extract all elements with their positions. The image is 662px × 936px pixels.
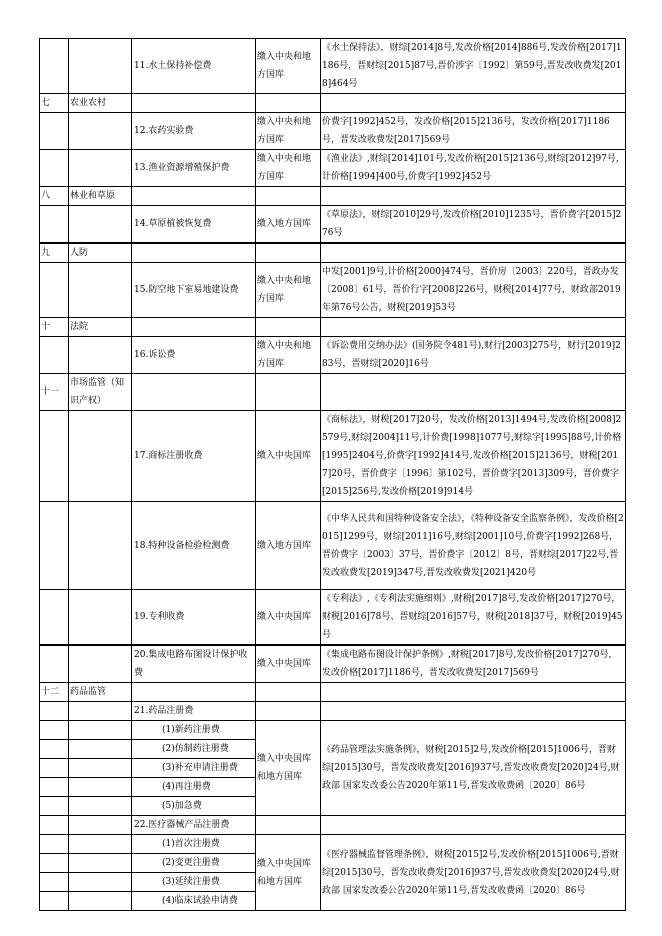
section-number: 九 (40, 243, 69, 263)
fee-item: 14.草原植被恢复费 (132, 206, 256, 244)
section-name: 人防 (69, 243, 132, 263)
fee-sub-item: (3)延续注册费 (132, 873, 256, 892)
fee-destination: 缴入中央国库 (256, 645, 321, 683)
fee-sub-item: (1)新药注册费 (132, 721, 256, 740)
fee-destination: 缴入地方国库 (256, 206, 321, 244)
fee-item: 20.集成电路布图设计保护收费 (132, 645, 256, 683)
fee-destination: 缴入地方国库 (256, 502, 321, 590)
fee-destination: 缴入中央和地方国库 (256, 337, 321, 374)
section-row (40, 374, 626, 411)
fee-table (39, 38, 626, 911)
section-row (40, 318, 626, 337)
fee-item: 18.特种设备检验检测费 (132, 502, 256, 590)
fee-sub-item: (4)再注册费 (132, 778, 256, 797)
section-name: 市场监管（知识产权） (69, 374, 132, 411)
fee-item: 16.诉讼费 (132, 337, 256, 374)
table-row (40, 206, 626, 244)
table-row (40, 411, 626, 502)
section-row (40, 94, 626, 113)
section-name: 农业农村 (69, 94, 132, 113)
fee-sub-item: (2)仿制药注册费 (132, 740, 256, 759)
fee-sub-item: (3)补充申请注册费 (132, 759, 256, 778)
fee-basis: 《草原法》，财综[2010]29号,发改价格[2010]1235号，晋价费字[2015]276号 (321, 206, 626, 244)
section-number: 十 (40, 318, 69, 337)
fee-item: 12.农药实验费 (132, 113, 256, 150)
table-row (40, 502, 626, 590)
fee-item: 21.药品注册费 (132, 702, 256, 721)
table-row (40, 337, 626, 374)
fee-item: 13.渔业资源增殖保护费 (132, 150, 256, 187)
section-number: 七 (40, 94, 69, 113)
table-row (40, 645, 626, 683)
section-row (40, 187, 626, 206)
table-row (40, 263, 626, 318)
fee-basis: 《水土保持法》，财综[2014]8号,发改价格[2014]886号,发改价格[2017]1186号，晋财综[2015]87号,晋价涉字〔1992〕第59号,晋发改收费发[2018]464号 (321, 39, 626, 94)
fee-basis: 《渔业法》,财综[2014]101号,发改价格[2015]2136号,财综[2012]97号,计价格[1994]400号,价费字[1992]452号 (321, 150, 626, 187)
table-row (40, 39, 626, 94)
fee-sub-item: (2)变更注册费 (132, 854, 256, 873)
fee-item: 15.防空地下室易地建设费 (132, 263, 256, 318)
fee-item: 19.专利收费 (132, 590, 256, 646)
fee-item: 22.医疗器械产品注册费 (132, 816, 256, 835)
table-row (40, 816, 626, 835)
fee-basis: 《药品管理法实施条例》，财税[2015]2号,发改价格[2015]1006号，晋财综[2015]30号，晋发改收费发[2016]937号,晋发改收费发[2020]24号,财政部 国家发改委公告2020年第11号,晋发改收费函〔2020〕86号 (321, 721, 626, 816)
fee-basis: 《商标法》，财税[2017]20号，发改价格[2013]1494号,发改价格[2008]2579号,财综[2004]11号,计价费[1998]1077号,财综字[1995]88号,计价格[1995]2404号,价费字[1992]414号,发改价格[2015]2136号，财税[2017]20号，晋价费字〔1996〕第102号，晋价费字[2013]309号，晋价费字[2015]256号,发改价格[2019]914号 (321, 411, 626, 502)
fee-basis: 《专利法》,《专利法实施细则》,财税[2017]8号,发改价格[2017]270号，财税[2016]78号、晋财综[2016]57号，财税[2018]37号，财税[2019]45号 (321, 590, 626, 646)
section-name: 林业和草原 (69, 187, 132, 206)
table-row (40, 113, 626, 150)
sub-item-row (40, 721, 626, 740)
fee-sub-item: (5)加急费 (132, 797, 256, 816)
fee-basis: 《集成电路布图设计保护条例》,财税[2017]8号,发改价格[2017]270号，发改价格[2017]1186号，晋发改收费发[2017]569号 (321, 645, 626, 683)
fee-basis: 价费字[1992]452号，发改价格[2015]2136号，发改价格[2017]1186号，晋发改收费发[2017]569号 (321, 113, 626, 150)
fee-basis: 中发[2001]9号,计价格[2000]474号，晋价房〔2003〕220号，晋政办发〔2008〕61号，晋价行字[2008]226号，财税[2014]77号，财政部2019年第76号公告，财税[2019]53号 (321, 263, 626, 318)
fee-destination: 缴入中央国库 (256, 411, 321, 502)
section-row (40, 683, 626, 702)
table-row (40, 150, 626, 187)
section-number: 十一 (40, 374, 69, 411)
section-name: 药品监管 (69, 683, 132, 702)
fee-basis: 《诉讼费用交纳办法》(国务院令481号),财行[2003]275号，财行[2019]283号，晋财综[2020]16号 (321, 337, 626, 374)
fee-destination: 缴入中央和地方国库 (256, 113, 321, 150)
section-number: 八 (40, 187, 69, 206)
table-row (40, 590, 626, 646)
fee-destination: 缴入中央和地方国库 (256, 150, 321, 187)
fee-item: 11.水土保持补偿费 (132, 39, 256, 94)
section-row (40, 243, 626, 263)
fee-destination: 缴入中央国库和地方国库 (256, 721, 321, 816)
fee-destination: 缴入中央国库和地方国库 (256, 835, 321, 911)
fee-destination: 缴入中央和地方国库 (256, 39, 321, 94)
fee-sub-item: (1)首次注册费 (132, 835, 256, 854)
fee-item: 17.商标注册收费 (132, 411, 256, 502)
table-row (40, 702, 626, 721)
section-number: 十二 (40, 683, 69, 702)
fee-sub-item: (4)临床试验申请费 (132, 892, 256, 911)
fee-destination: 缴入中央国库 (256, 590, 321, 646)
fee-basis: 《医疗器械监督管理条例》，财税[2015]2号,发改价格[2015]1006号,晋财综[2015]30号，晋发改收费发[2016]937号,晋发改收费发[2020]24号,财政部 国家发改委公告2020年第11号,晋发改收费函〔2020〕86号 (321, 835, 626, 911)
fee-destination: 缴入中央和地方国库 (256, 263, 321, 318)
fee-basis: 《中华人民共和国特种设备安全法》，《特种设备安全监察条例》，发改价格[2015]1299号，财综[2011]16号,财综[2001]10号,价费字[1992]268号，晋价费字〔2003〕37号，晋价费字〔2012〕8号，晋财综[2017]22号,晋发改收费发[2019]347号,晋发改收费发[2021]420号 (321, 502, 626, 590)
section-name: 法院 (69, 318, 132, 337)
sub-item-row (40, 835, 626, 854)
